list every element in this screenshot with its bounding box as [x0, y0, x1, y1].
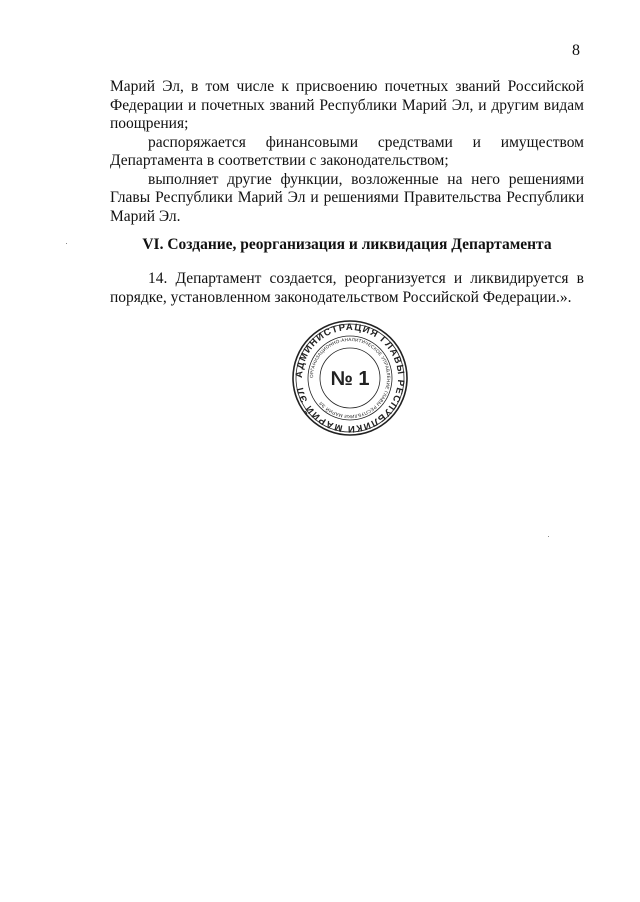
stamp-inner-text: ОРГАНИЗАЦИОННО-АНАЛИТИЧЕСКОЕ УПРАВЛЕНИЕ ГЛАВЫ РЕСПУБЛИКИ МАРИЙ ЭЛ [308, 336, 392, 420]
paragraph-14: 14. Департамент создается, реорганизуется и ликвидируется в порядке, установленном законодательством Российской Федерации.». [110, 270, 584, 306]
paragraph-rewards: Марий Эл, в том числе к присвоению почетных званий Российской Федерации и почетных званий Республики Марий Эл, и другим видам поощрения; [110, 78, 584, 132]
scan-speck [548, 536, 549, 537]
stamp-outer-text: АДМИНИСТРАЦИЯ ГЛАВЫ РЕСПУБЛИКИ МАРИЙ ЭЛ [293, 321, 407, 435]
page-number: 8 [572, 42, 580, 59]
paragraph-other-functions: выполняет другие функции, возложенные на него решениями Главы Республики Марий Эл и решениями Правительства Республики Марий Эл. [110, 170, 584, 225]
stamp-seal-icon [290, 318, 410, 438]
section-heading: VI. Создание, реорганизация и ликвидация Департамента [142, 236, 552, 253]
paragraph-14-block [110, 270, 584, 307]
scan-speck [66, 243, 67, 244]
official-stamp [290, 318, 410, 438]
paragraph-finances: распоряжается финансовыми средствами и имуществом Департамента в соответствии с законодательством; [110, 133, 584, 169]
stamp-number: № 1 [330, 368, 370, 390]
document-body [110, 78, 584, 226]
